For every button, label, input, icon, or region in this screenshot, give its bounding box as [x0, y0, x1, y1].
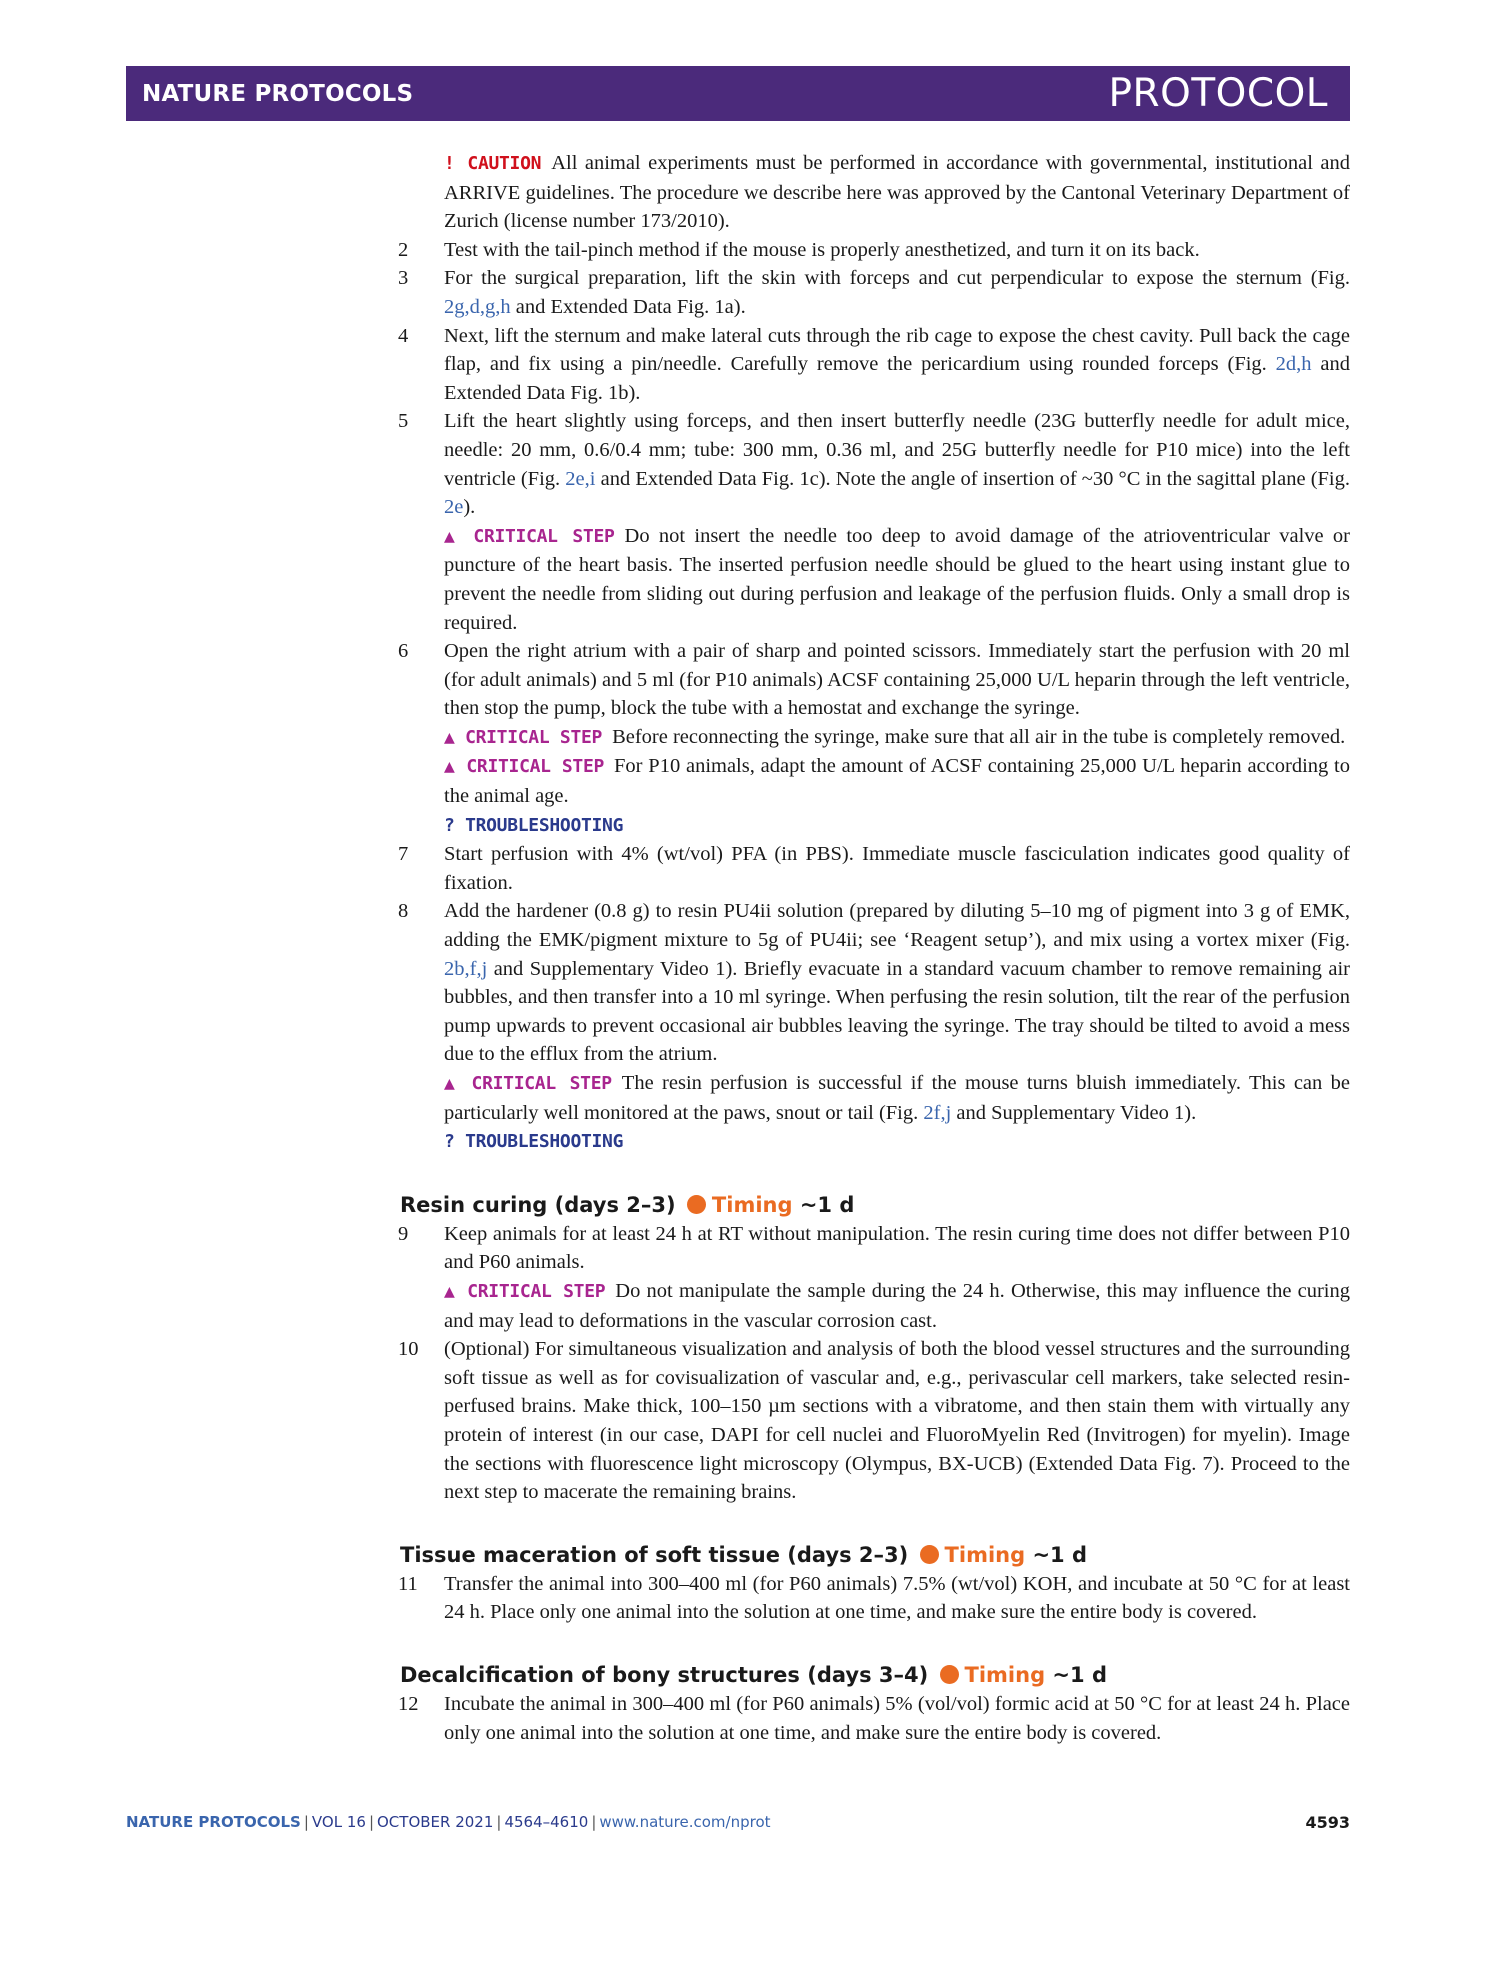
troubleshooting-label[interactable]: ? TROUBLESHOOTING — [444, 814, 624, 836]
figure-link[interactable]: 2d,h — [1275, 353, 1312, 376]
caution-note — [126, 149, 1350, 236]
step-number: 7 — [398, 843, 409, 866]
footer-volume: VOL 16 — [311, 1813, 366, 1831]
timing-dot-icon — [920, 1545, 939, 1564]
critical-step-note — [126, 1069, 1350, 1127]
step-10 — [126, 1335, 1350, 1507]
critical-step-text: Do not insert the needle too deep to avoid damage of the atrioventricular valve or puncture of the heart basis. The inserted perfusion needle should be glued to the heart using instant glue to prevent the needle from sliding out during perfusion and leakage of the perfusion fluids. Only a small drop is required. — [444, 524, 1350, 634]
footer-journal: NATURE PROTOCOLS — [126, 1813, 301, 1831]
step-number: 5 — [398, 410, 409, 433]
step-12 — [126, 1690, 1350, 1747]
step-text: Start perfusion with 4% (wt/vol) PFA (in PBS). Immediate muscle fasciculation indicates good quality of fixation. — [444, 843, 1350, 894]
critical-step-label: ▲ CRITICAL STEP — [444, 525, 615, 547]
troubleshooting-label[interactable]: ? TROUBLESHOOTING — [444, 1131, 624, 1153]
section-heading-resin-curing — [126, 1191, 1350, 1219]
step-text: Lift the heart slightly using forceps, and then insert butterfly needle (23G butterfly needle for adult mice, needle: 20 mm, 0.6/0.4 mm; tube: 300 mm, 0.36 ml, and 25G butterfly needle for P10 mice) into the left ventricle (Fig. — [444, 410, 1350, 490]
timing-value: ~1 d — [1052, 1662, 1107, 1687]
caution-label: ! CAUTION — [444, 153, 542, 174]
timing-dot-icon — [940, 1665, 959, 1684]
step-9 — [126, 1220, 1350, 1277]
section-title: Resin curing (days 2–3) — [400, 1192, 676, 1217]
step-text: and Extended Data Fig. 1c). Note the angle of insertion of ~30 °C in the sagittal plane (Fig. — [595, 467, 1350, 490]
critical-step-note — [126, 522, 1350, 637]
article-type: PROTOCOL — [1108, 71, 1328, 116]
step-number: 3 — [398, 267, 409, 290]
step-text: and Extended Data Fig. 1b). — [444, 353, 1350, 404]
article-body — [126, 149, 1350, 1747]
critical-step-label: ▲ CRITICAL STEP — [444, 756, 605, 778]
troubleshooting-link[interactable] — [126, 811, 1350, 841]
timing-label: Timing — [711, 1192, 793, 1217]
figure-link[interactable]: 2g,d,g,h — [444, 295, 511, 318]
critical-step-label: ▲ CRITICAL STEP — [444, 1073, 612, 1094]
critical-step-text: For P10 animals, adapt the amount of ACSF containing 25,000 U/L heparin according to the animal age. — [444, 755, 1350, 808]
page-footer — [126, 1813, 1350, 1832]
timing-value: ~1 d — [1032, 1542, 1088, 1567]
critical-step-label: ▲ CRITICAL STEP — [444, 1280, 606, 1302]
figure-link[interactable]: 2b,f,j — [444, 957, 488, 980]
footer-citation: NATURE PROTOCOLS | VOL 16 | OCTOBER 2021 | 4564–4610 | www.nature.com/nprot — [126, 1813, 771, 1831]
step-text: Keep animals for at least 24 h at RT without manipulation. The resin curing time does not differ between P10 and P60 animals. — [444, 1222, 1350, 1274]
step-number: 4 — [398, 324, 409, 347]
step-number: 6 — [398, 640, 409, 663]
step-number: 10 — [398, 1338, 419, 1361]
step-text: (Optional) For simultaneous visualization and analysis of both the blood vessel structures and the surrounding soft tissue as well as for covisualization of vascular and, e.g., perivascular cell markers, take selected resin-perfused brains. Make thick, 100–150 µm sections with a vibratome, and then stain them with virtually any protein of interest (in our case, DAPI for cell nuclei and FluoroMyelin Red (Invitrogen) for myelin). Image the sections with fluorescence light microscopy (Olympus, BX-UCB) (Extended Data Fig. 7). Proceed to the next step to macerate the remaining brains. — [444, 1338, 1350, 1504]
timing-label: Timing — [944, 1542, 1026, 1567]
footer-pages: 4564–4610 — [504, 1813, 589, 1831]
step-number: 11 — [398, 1572, 418, 1595]
step-number: 12 — [398, 1692, 419, 1715]
page-number: 4593 — [1305, 1813, 1350, 1832]
timing-label: Timing — [964, 1662, 1046, 1687]
step-text: and Supplementary Video 1). Briefly evacuate in a standard vacuum chamber to remove remaining air bubbles, and then transfer into a 10 ml syringe. When perfusing the resin solution, tilt the rear of the perfusion pump upwards to prevent occasional air bubbles leaving the syringe. The tray should be tilted to avoid a mess due to the efflux from the atrium. — [444, 957, 1350, 1066]
section-title: Decalcification of bony structures (days 3–4) — [400, 1662, 929, 1687]
step-number: 8 — [398, 900, 409, 923]
step-text: Open the right atrium with a pair of sharp and pointed scissors. Immediately start the perfusion with 20 ml (for adult animals) and 5 ml (for P10 animals) ACSF containing 25,000 U/L heparin through the left ventricle, then stop the pump, block the tube with a hemostat and exchange the syringe. — [444, 640, 1350, 720]
section-heading-tissue-maceration — [126, 1541, 1350, 1569]
critical-step-note — [126, 1277, 1350, 1335]
timing-value: ~1 d — [799, 1192, 855, 1217]
section-heading-decalcification — [126, 1661, 1350, 1689]
journal-name: NATURE PROTOCOLS — [142, 80, 414, 107]
section-title: Tissue maceration of soft tissue (days 2–3) — [400, 1542, 909, 1567]
step-text: ). — [463, 496, 476, 519]
step-6 — [126, 637, 1350, 723]
caution-text: All animal experiments must be performed in accordance with governmental, institutional and ARRIVE guidelines. The procedure we describe here was approved by the Cantonal Veterinary Department of Zurich (license number 173/2010). — [444, 152, 1350, 233]
footer-date: OCTOBER 2021 — [377, 1813, 494, 1831]
step-3 — [126, 264, 1350, 321]
step-text: Next, lift the sternum and make lateral cuts through the rib cage to expose the chest cavity. Pull back the cage flap, and fix using a pin/needle. Carefully remove the pericardium using rounded forceps (Fig. — [444, 324, 1350, 376]
figure-link[interactable]: 2e,i — [565, 467, 596, 490]
critical-step-note — [126, 752, 1350, 810]
figure-link[interactable]: 2e — [444, 496, 464, 519]
step-number: 9 — [398, 1222, 409, 1245]
troubleshooting-link[interactable] — [126, 1127, 1350, 1157]
figure-link[interactable]: 2f,j — [923, 1101, 952, 1124]
step-7 — [126, 840, 1350, 897]
footer-url-link[interactable]: www.nature.com/nprot — [599, 1813, 771, 1831]
step-4 — [126, 322, 1350, 408]
step-8 — [126, 897, 1350, 1069]
step-text: Transfer the animal into 300–400 ml (for P60 animals) 7.5% (wt/vol) KOH, and incubate at 50 °C for at least 24 h. Place only one animal into the solution at one time, and make sure the entire body is covered. — [444, 1572, 1350, 1624]
step-11 — [126, 1570, 1350, 1627]
critical-step-text: and Supplementary Video 1). — [951, 1101, 1197, 1124]
step-2 — [126, 236, 1350, 265]
step-5 — [126, 407, 1350, 521]
journal-header-bar — [126, 66, 1350, 121]
timing-dot-icon — [687, 1195, 706, 1214]
critical-step-text: The resin perfusion is successful if the mouse turns bluish immediately. This can be particularly well monitored at the paws, snout or tail (Fig. — [444, 1072, 1350, 1124]
step-text: Incubate the animal in 300–400 ml (for P60 animals) 5% (vol/vol) formic acid at 50 °C for at least 24 h. Place only one animal into the solution at one time, and make sure the entire body is covered. — [444, 1692, 1350, 1744]
step-text: Add the hardener (0.8 g) to resin PU4ii solution (prepared by diluting 5–10 mg of pigment into 3 g of EMK, adding the EMK/pigment mixture to 5g of PU4ii; see ‘Reagent setup’), and mix using a vortex mixer (Fig. — [444, 900, 1350, 952]
step-number: 2 — [398, 238, 409, 261]
step-text: For the surgical preparation, lift the skin with forceps and cut perpendicular to expose the sternum (Fig. — [444, 267, 1350, 290]
critical-step-label: ▲ CRITICAL STEP — [444, 726, 603, 748]
step-text: Test with the tail-pinch method if the mouse is properly anesthetized, and turn it on its back. — [444, 238, 1200, 261]
critical-step-text: Before reconnecting the syringe, make sure that all air in the tube is completely removed. — [612, 725, 1346, 748]
step-text: and Extended Data Fig. 1a). — [510, 295, 746, 318]
critical-step-text: Do not manipulate the sample during the 24 h. Otherwise, this may influence the curing and may lead to deformations in the vascular corrosion cast. — [444, 1279, 1350, 1332]
critical-step-note — [126, 723, 1350, 753]
